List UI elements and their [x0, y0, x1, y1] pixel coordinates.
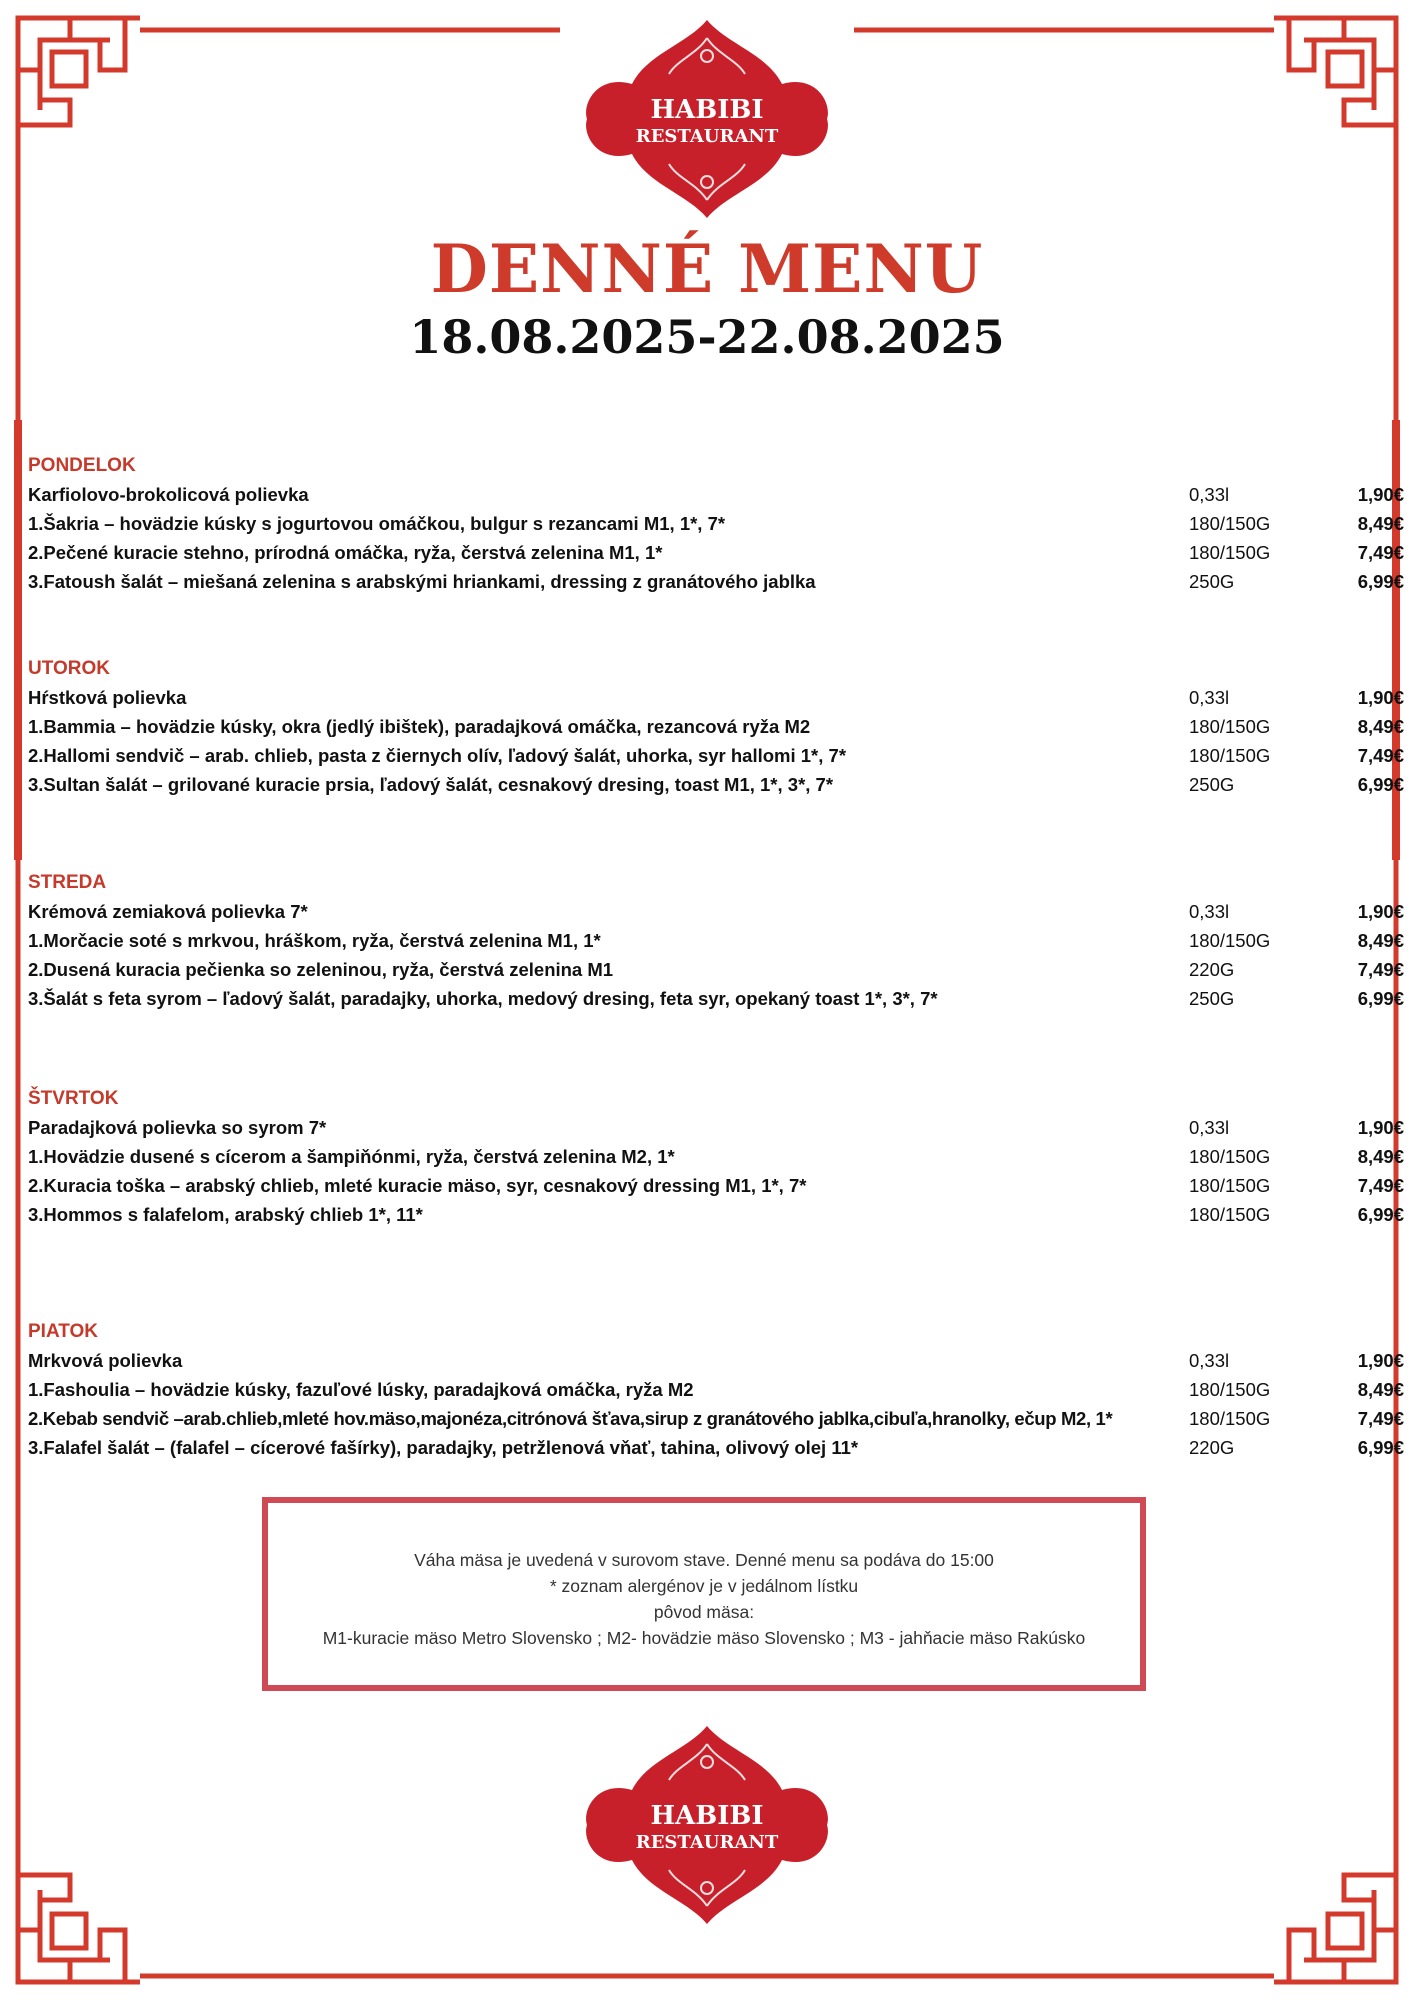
day-heading: STREDA [28, 872, 107, 893]
dish-portion: 180/150G [1189, 1175, 1271, 1196]
dish-portion: 250G [1189, 774, 1235, 795]
date-range: 18.08.2025-22.08.2025 [409, 310, 1005, 364]
dish-price: 7,49€ [1357, 1408, 1404, 1429]
dish-price: 6,99€ [1357, 988, 1404, 1009]
dish-price: 1,90€ [1357, 1350, 1404, 1371]
dish-price: 6,99€ [1357, 774, 1404, 795]
page-title: DENNÉ MENU [430, 230, 984, 308]
dish-portion: 250G [1189, 988, 1235, 1009]
dish-portion: 220G [1189, 959, 1235, 980]
dish-name: 1.Bammia – hovädzie kúsky, okra (jedlý ibištek), paradajková omáčka, rezancová ryža M2 [28, 716, 811, 737]
dish-portion: 180/150G [1189, 930, 1271, 951]
menu-row [28, 1404, 1404, 1433]
dish-portion: 0,33l [1189, 901, 1230, 922]
dish-portion: 0,33l [1189, 687, 1230, 708]
dish-name: Krémová zemiaková polievka 7* [28, 901, 308, 922]
dish-portion: 180/150G [1189, 1146, 1271, 1167]
dish-name: 3.Fatoush šalát – miešaná zelenina s arabskými hriankami, dressing z granátového jablka [28, 571, 816, 592]
dish-price: 7,49€ [1357, 542, 1404, 563]
menu-row [28, 1171, 1404, 1200]
dish-name: Hŕstková polievka [28, 687, 187, 708]
menu-row [28, 683, 1404, 712]
dish-portion: 0,33l [1189, 484, 1230, 505]
dish-portion: 180/150G [1189, 513, 1271, 534]
corner-ornament-top-left [18, 18, 140, 140]
day-section-monday [28, 452, 1404, 596]
dish-price: 8,49€ [1357, 716, 1404, 737]
note-line: * zoznam alergénov je v jedálnom lístku [549, 1576, 859, 1596]
dish-name: 2.Kuracia toška – arabský chlieb, mleté kuracie mäso, syr, cesnakový dressing M1, 1*, 7* [28, 1175, 807, 1196]
menu-row [28, 1375, 1404, 1404]
menu-row [28, 897, 1404, 926]
menu-row [28, 1113, 1404, 1142]
dish-name: Paradajková polievka so syrom 7* [28, 1117, 327, 1138]
day-heading: UTOROK [28, 658, 110, 679]
dish-price: 8,49€ [1357, 1379, 1404, 1400]
dish-price: 6,99€ [1357, 1204, 1404, 1225]
dish-portion: 180/150G [1189, 1204, 1271, 1225]
menu-row [28, 770, 1404, 799]
day-section-thursday [28, 1085, 1404, 1229]
dish-name: 2.Hallomi sendvič – arab. chlieb, pasta z čiernych olív, ľadový šalát, uhorka, syr hallomi 1*, 7* [28, 745, 847, 766]
dish-portion: 0,33l [1189, 1350, 1230, 1371]
dish-name: 3.Falafel šalát – (falafel – cícerové fašírky), paradajky, petržlenová vňať, tahina, olivový olej 11* [28, 1437, 859, 1458]
day-heading: PONDELOK [28, 455, 136, 476]
note-line: Váha mäsa je uvedená v surovom stave. Denné menu sa podáva do 15:00 [414, 1550, 994, 1570]
menu-row [28, 538, 1404, 567]
dish-price: 7,49€ [1357, 959, 1404, 980]
dish-name: 2.Dusená kuracia pečienka so zeleninou, ryža, čerstvá zelenina M1 [28, 959, 614, 980]
dish-name: 1.Fashoulia – hovädzie kúsky, fazuľové lúsky, paradajková omáčka, ryža M2 [28, 1379, 694, 1400]
menu-row [28, 480, 1404, 509]
dish-price: 7,49€ [1357, 745, 1404, 766]
logo-name-line2: RESTAURANT [635, 126, 779, 147]
dish-name: 3.Šalát s feta syrom – ľadový šalát, paradajky, uhorka, medový dresing, feta syr, opekaný toast 1*, 3*, 7* [28, 988, 938, 1009]
info-box [262, 1497, 1146, 1691]
menu-row [28, 1142, 1404, 1171]
dish-name: 3.Sultan šalát – grilované kuracie prsia, ľadový šalát, cesnakový dresing, toast M1, 1*, 3*, 7* [28, 774, 834, 795]
dish-name: 1.Hovädzie dusené s cícerom a šampiňónmi, ryža, čerstvá zelenina M2, 1* [28, 1146, 675, 1167]
menu-row [28, 741, 1404, 770]
dish-price: 1,90€ [1357, 901, 1404, 922]
note-line: pôvod mäsa: [653, 1602, 755, 1622]
day-section-wednesday [28, 869, 1404, 1013]
menu-row [28, 984, 1404, 1013]
day-section-friday [28, 1318, 1404, 1462]
dish-price: 8,49€ [1357, 1146, 1404, 1167]
dish-portion: 180/150G [1189, 716, 1271, 737]
restaurant-logo-bottom [577, 1720, 837, 1930]
dish-name: Mrkvová polievka [28, 1350, 183, 1371]
day-section-tuesday [28, 655, 1404, 799]
dish-name: 2.Pečené kuracie stehno, prírodná omáčka, ryža, čerstvá zelenina M1, 1* [28, 542, 663, 563]
dish-name: 2.Kebab sendvič –arab.chlieb,mleté hov.mäso,majonéza,citrónová šťava,sirup z granátového jablka,cibuľa,hranolky, ečup M2, 1* [28, 1408, 1113, 1429]
dish-name: 3.Hommos s falafelom, arabský chlieb 1*, 11* [28, 1204, 423, 1225]
dish-name: 1.Šakria – hovädzie kúsky s jogurtovou omáčkou, bulgur s rezancami M1, 1*, 7* [28, 513, 726, 534]
dish-price: 1,90€ [1357, 1117, 1404, 1138]
dish-price: 8,49€ [1357, 930, 1404, 951]
dish-price: 8,49€ [1357, 513, 1404, 534]
menu-row [28, 509, 1404, 538]
menu-row [28, 955, 1404, 984]
day-heading: ŠTVRTOK [28, 1088, 119, 1109]
dish-price: 6,99€ [1357, 1437, 1404, 1458]
dish-price: 7,49€ [1357, 1175, 1404, 1196]
day-heading: PIATOK [28, 1321, 99, 1342]
menu-row [28, 926, 1404, 955]
note-line: M1-kuracie mäso Metro Slovensko ; M2- hovädzie mäso Slovensko ; M3 - jahňacie mäso Rakúsko [322, 1628, 1086, 1648]
menu-row [28, 1200, 1404, 1229]
restaurant-logo [577, 14, 837, 224]
logo-name-line2: RESTAURANT [635, 1832, 779, 1853]
menu-row [28, 712, 1404, 741]
dish-price: 1,90€ [1357, 687, 1404, 708]
dish-portion: 220G [1189, 1437, 1235, 1458]
dish-portion: 180/150G [1189, 1379, 1271, 1400]
dish-name: Karfiolovo-brokolicová polievka [28, 484, 309, 505]
dish-portion: 180/150G [1189, 745, 1271, 766]
dish-price: 6,99€ [1357, 571, 1404, 592]
dish-portion: 0,33l [1189, 1117, 1230, 1138]
menu-row [28, 1433, 1404, 1462]
logo-name-line1: HABIBI [650, 95, 764, 125]
logo-name-line1: HABIBI [650, 1801, 764, 1831]
dish-price: 1,90€ [1357, 484, 1404, 505]
menu-row [28, 1346, 1404, 1375]
dish-portion: 180/150G [1189, 1408, 1271, 1429]
dish-portion: 180/150G [1189, 542, 1271, 563]
dish-name: 1.Morčacie soté s mrkvou, hráškom, ryža, čerstvá zelenina M1, 1* [28, 930, 601, 951]
dish-portion: 250G [1189, 571, 1235, 592]
menu-row [28, 567, 1404, 596]
